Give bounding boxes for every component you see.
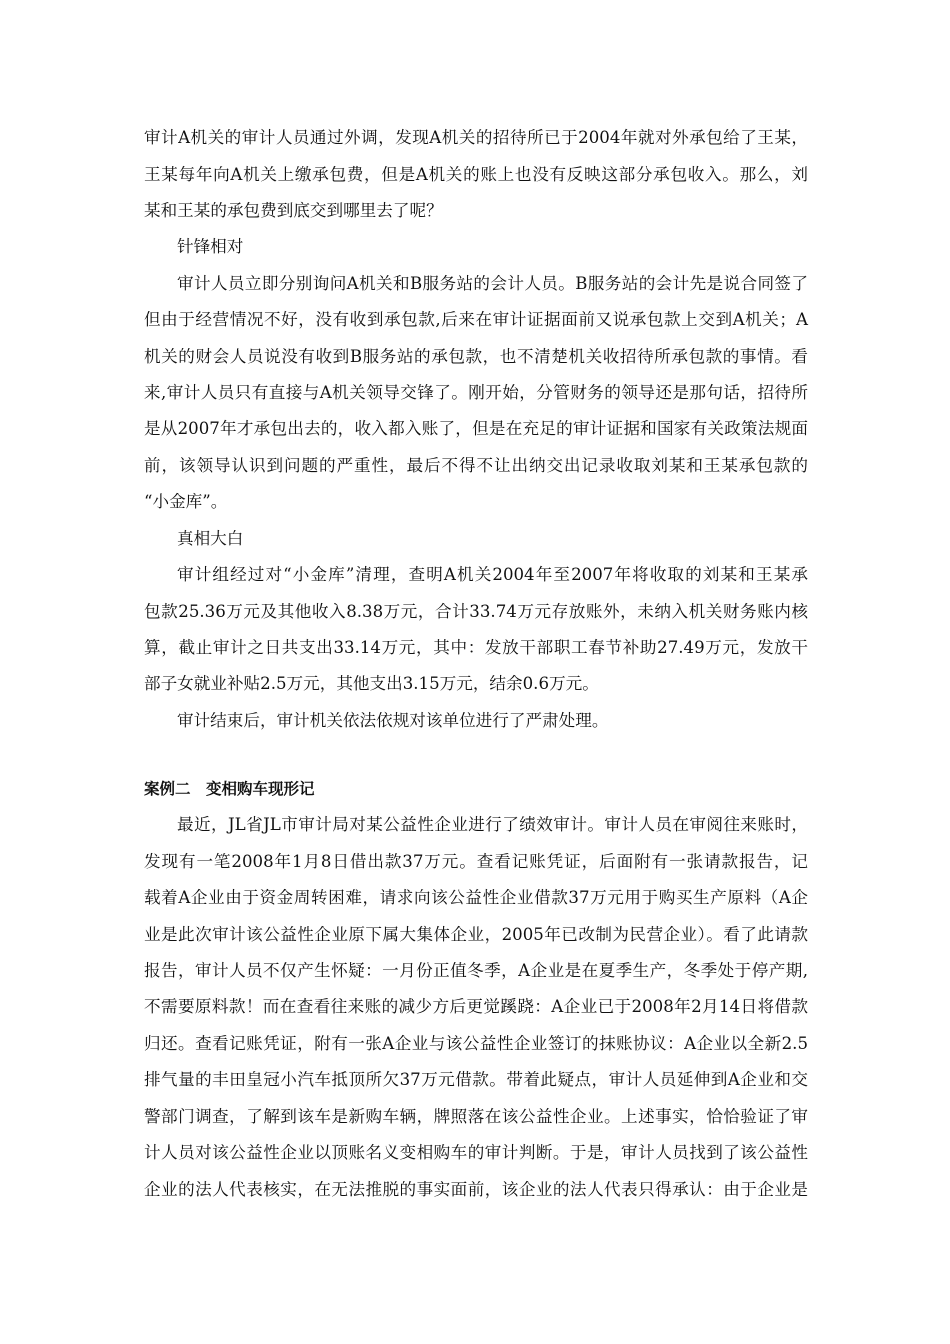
text-line: 王某每年向A机关上缴承包费，但是A机关的账上也没有反映这部分承包收入。那么，刘 <box>144 165 808 184</box>
text-line: 前，该领导认识到问题的严重性，最后不得不让出纳交出记录收取刘某和王某承包款的 <box>144 456 808 475</box>
text-line: 包款25.36万元及其他收入8.38万元，合计33.74万元存放账外，未纳入机关财务账内核 <box>144 602 808 621</box>
text-line: 发现有一笔2008年1月8日借出款37万元。查看记账凭证，后面附有一张请款报告，记 <box>144 852 808 871</box>
text-line: 不需要原料款！而在查看往来账的减少方后更觉蹊跷：A企业已于2008年2月14日将借款 <box>144 997 808 1016</box>
text-line: 来,审计人员只有直接与A机关领导交锋了。刚开始，分管财务的领导还是那句话，招待所 <box>144 383 808 402</box>
text-line: “小金库”。 <box>144 492 228 511</box>
text-line: 审计人员立即分别询问A机关和B服务站的会计人员。B服务站的会计先是说合同签了 <box>177 274 808 293</box>
text-line: 算，截止审计之日共支出33.14万元，其中：发放干部职工春节补助27.49万元，发放干 <box>144 638 808 657</box>
text-line: 部子女就业补贴2.5万元，其他支出3.15万元，结余0.6万元。 <box>144 674 599 693</box>
text-line: 是从2007年才承包出去的，收入都入账了，但是在充足的审计证据和国家有关政策法规面 <box>144 419 808 438</box>
text-line: 但由于经营情况不好，没有收到承包款,后来在审计证据面前又说承包款上交到A机关；A <box>144 310 808 329</box>
text-line: 企业的法人代表核实，在无法推脱的事实面前，该企业的法人代表只得承认：由于企业是 <box>144 1180 808 1199</box>
case-heading: 案例二 变相购车现形记 <box>144 780 315 798</box>
section-subheading: 针锋相对 <box>177 237 244 256</box>
text-line: 计人员对该公益性企业以顶账名义变相购车的审计判断。于是，审计人员找到了该公益性 <box>144 1143 808 1162</box>
text-line: 归还。查看记账凭证，附有一张A企业与该公益性企业签订的抹账协议：A企业以全新2.5 <box>144 1034 808 1053</box>
text-line: 审计A机关的审计人员通过外调，发现A机关的招待所已于2004年就对外承包给了王某， <box>144 128 808 147</box>
text-line: 排气量的丰田皇冠小汽车抵顶所欠37万元借款。带着此疑点，审计人员延伸到A企业和交 <box>144 1070 808 1089</box>
text-line: 警部门调查，了解到该车是新购车辆，牌照落在该公益性企业。上述事实，恰恰验证了审 <box>144 1107 808 1126</box>
text-line: 最近，JL省JL市审计局对某公益性企业进行了绩效审计。审计人员在审阅往来账时， <box>177 815 808 834</box>
section-subheading: 真相大白 <box>177 529 244 548</box>
text-line: 报告，审计人员不仅产生怀疑：一月份正值冬季，A企业是在夏季生产，冬季处于停产期, <box>144 961 808 980</box>
text-line: 审计结束后，审计机关依法依规对该单位进行了严肃处理。 <box>177 711 609 730</box>
text-line: 机关的财会人员说没有收到B服务站的承包款，也不清楚机关收招待所承包款的事情。看 <box>144 347 808 366</box>
text-line: 某和王某的承包费到底交到哪里去了呢？ <box>144 201 443 220</box>
text-line: 审计组经过对“小金库”清理，查明A机关2004年至2007年将收取的刘某和王某承 <box>177 565 808 584</box>
text-line: 载着A企业由于资金周转困难，请求向该公益性企业借款37万元用于购买生产原料（A企 <box>144 888 808 907</box>
text-line: 业是此次审计该公益性企业原下属大集体企业，2005年已改制为民营企业）。看了此请款 <box>144 925 808 944</box>
